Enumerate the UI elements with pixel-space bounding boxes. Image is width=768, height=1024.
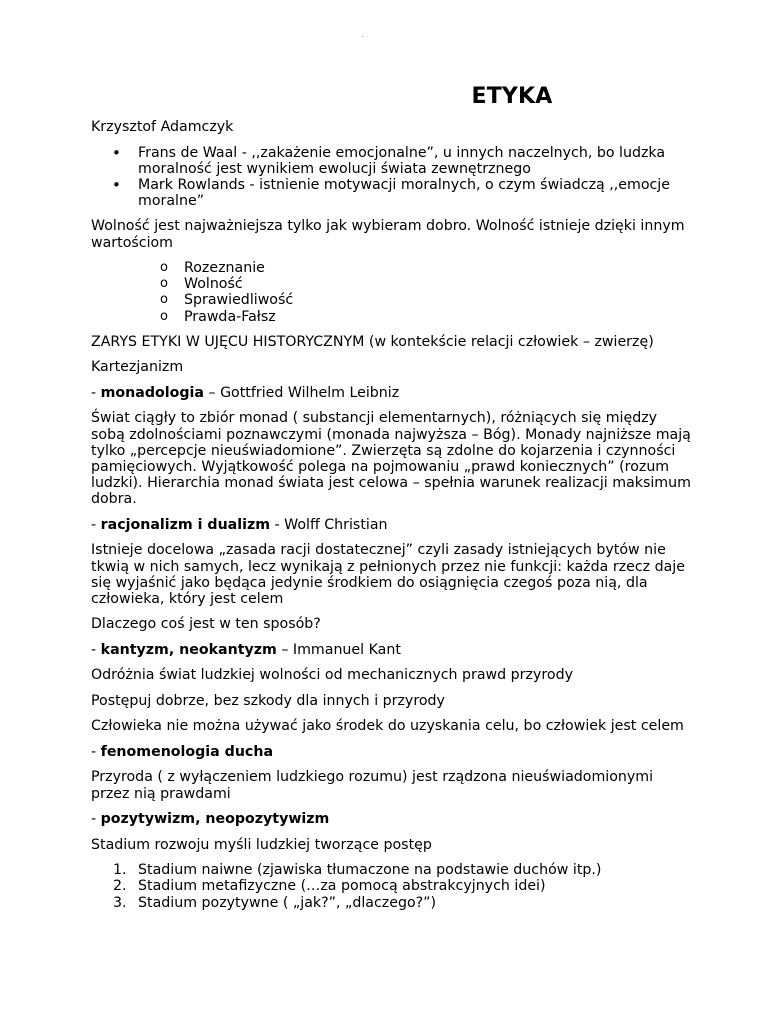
document-body: [91, 119, 691, 911]
list-item: o Prawda-Fałsz: [91, 309, 691, 325]
header-dot: [362, 36, 363, 37]
term: pozytywizm, neopozytywizm: [100, 811, 330, 828]
term: kantyzm, neokantyzm: [100, 641, 277, 658]
list-item: 2. Stadium metafizyczne (…za pomocą abstrakcyjnych idei): [113, 878, 546, 895]
paragraph-fenomenologia: Przyroda ( z wyłączeniem ludzkiego rozumu) jest rządzona nieuświadomionymi przez nią prawdami: [91, 769, 654, 802]
heading-fenomenologia: - fenomenologia ducha: [91, 743, 274, 760]
paragraph-zarys: ZARYS ETYKI W UJĘCU HISTORYCZNYM (w kontekście relacji człowiek – zwierzę): [91, 333, 654, 350]
paragraph-kartezjanizm: Kartezjanizm: [91, 359, 184, 376]
values-list: [91, 260, 691, 325]
heading-monadologia: - monadologia – Gottfried Wilhelm Leibniz: [91, 384, 400, 401]
heading-racjonalizm: - racjonalizm i dualizm - Wolff Christian: [91, 516, 388, 533]
list-item: • Frans de Waal - ,,zakażenie emocjonalne”, u innych naczelnych, bo ludzka moralność jest wynikiem ewolucji świata zewnętrznego: [91, 145, 691, 177]
paragraph-monadologia: Świat ciągły to zbiór monad ( substancji elementarnych), różniących się między sobą zdolnościami poznawczymi (monada najwyższa – Bóg). Monady najniższe mają tylko „percepcje nieuświadomione”. Zwierzęta są zdolne do kojarzenia i czynności pamięciowych. Wyjątkowość polega na pojmowaniu „prawd koniecznych” (rozum ludzki). Hierarchia monad świata jest celowa – spełnia warunek realizacji maksimum dobra.: [91, 410, 691, 508]
author-line: Krzysztof Adamczyk: [91, 119, 234, 135]
paragraph-question: Dlaczego coś jest w ten sposób?: [91, 616, 321, 633]
item-number: 3.: [113, 894, 127, 911]
list-item: o Wolność: [91, 276, 691, 292]
list-item: o Sprawiedliwość: [91, 292, 691, 308]
term: fenomenologia ducha: [100, 743, 274, 760]
paragraph-pozytywizm: Stadium rozwoju myśli ludzkiej tworzące postęp: [91, 836, 432, 853]
list-item: 3. Stadium pozytywne ( „jak?”, „dlaczego?”): [113, 894, 437, 911]
list-item: 1. Stadium naiwne (zjawiska tłumaczone na podstawie duchów itp.): [113, 862, 602, 879]
document-title: ETYKA: [471, 84, 553, 109]
heading-pozytywizm: - pozytywizm, neopozytywizm: [91, 811, 330, 828]
paragraph-racjonalizm: Istnieje docelowa „zasada racji dostatecznej” czyli zasady istniejących bytów nie tkwią w nich samych, lecz wynikają z pełnionych przez nie funkcji: każda rzecz daje się wyjaśnić jako będąca jedynie środkiem do osiągnięcia czegoś poza nią, dla człowieka, który jest celem: [91, 542, 685, 607]
list-item: • Mark Rowlands - istnienie motywacji moralnych, o czym świadczą ,,emocje moralne”: [91, 177, 691, 209]
paragraph-kant-3: Człowieka nie można używać jako środek do uzyskania celu, bo człowiek jest celem: [91, 718, 684, 735]
list-item: o Rozeznanie: [91, 260, 691, 276]
heading-kantyzm: - kantyzm, neokantyzm – Immanuel Kant: [91, 641, 401, 658]
paragraph-kant-1: Odróżnia świat ludzkiej wolności od mechanicznych prawd przyrody: [91, 667, 573, 684]
term: racjonalizm i dualizm: [100, 516, 271, 533]
item-number: 2.: [113, 878, 127, 895]
term: monadologia: [100, 384, 204, 401]
paragraph-kant-2: Postępuj dobrze, bez szkody dla innych i przyrody: [91, 692, 445, 709]
item-number: 1.: [113, 862, 127, 879]
bullet-list: [91, 145, 691, 210]
paragraph-freedom: Wolność jest najważniejsza tylko jak wybieram dobro. Wolność istnieje dzięki innym wartościom: [91, 218, 685, 251]
stages-list: [91, 862, 691, 911]
